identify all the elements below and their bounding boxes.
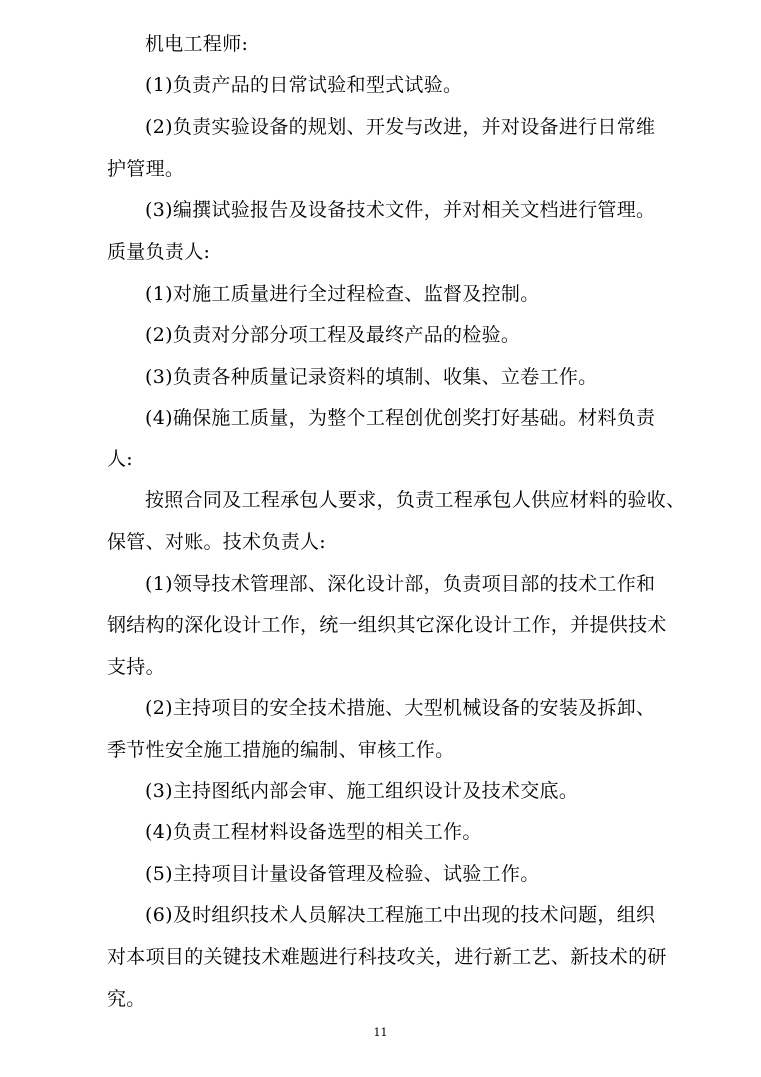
page-number: 11 — [373, 1026, 388, 1039]
text-line: 保管、对账。技术负责人: — [107, 531, 327, 553]
text-line: (1)领导技术管理部、深化设计部，负责项目部的技术工作和 — [145, 573, 656, 595]
text-line: (4)确保施工质量，为整个工程创优创奖打好基础。材料负责 — [145, 407, 656, 429]
text-line: 按照合同及工程承包人要求，负责工程承包人供应材料的验收、 — [145, 489, 686, 511]
text-line: (5)主持项目计量设备管理及检验、试验工作。 — [145, 863, 540, 885]
text-line: 究。 — [107, 988, 146, 1010]
text-line: 护管理。 — [107, 158, 185, 180]
text-line: (2)主持项目的安全技术措施、大型机械设备的安装及拆卸、 — [145, 697, 656, 719]
text-line: (6)及时组织技术人员解决工程施工中出现的技术问题，组织 — [145, 904, 656, 926]
text-line: (1)对施工质量进行全过程检查、监督及控制。 — [145, 283, 540, 305]
text-line: 支持。 — [107, 656, 165, 678]
text-line: 质量负责人: — [107, 241, 211, 263]
text-line: (3)主持图纸内部会审、施工组织设计及技术交底。 — [145, 780, 579, 802]
text-line: (3)编撰试验报告及设备技术文件，并对相关文档进行管理。 — [145, 199, 656, 221]
text-line: 机电工程师: — [145, 33, 249, 55]
text-line: 季节性安全施工措施的编制、审核工作。 — [107, 739, 455, 761]
text-line: (2)负责对分部分项工程及最终产品的检验。 — [145, 324, 521, 346]
text-line: (4)负责工程材料设备选型的相关工作。 — [145, 821, 482, 843]
text-line: 人: — [107, 448, 134, 470]
text-line: (2)负责实验设备的规划、开发与改进，并对设备进行日常维 — [145, 116, 656, 138]
text-line: (1)负责产品的日常试验和型式试验。 — [145, 74, 463, 96]
text-line: 钢结构的深化设计工作，统一组织其它深化设计工作，并提供技术 — [107, 614, 667, 636]
text-line: (3)负责各种质量记录资料的填制、收集、立卷工作。 — [145, 366, 598, 388]
text-line: 对本项目的关键技术难题进行科技攻关，进行新工艺、新技术的研 — [107, 946, 667, 968]
